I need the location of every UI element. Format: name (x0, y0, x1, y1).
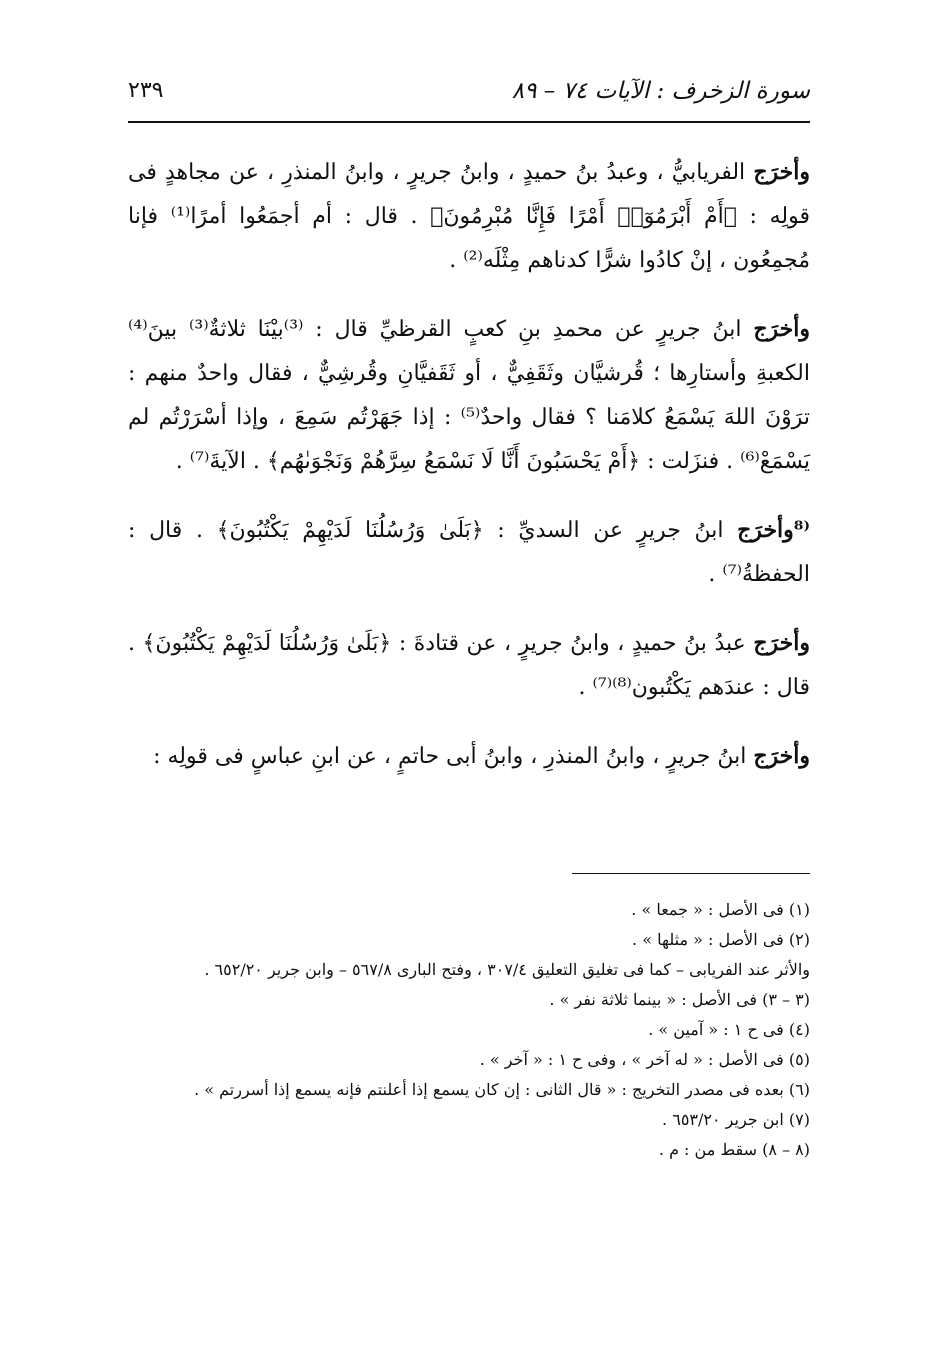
page-number: ٢٣٩ (128, 78, 164, 103)
paragraph-text: عبدُ بنُ حميدٍ ، وابنُ جريرٍ ، عن قتادةَ : ﴿بَلَىٰ وَرُسُلُنَا لَدَيْهِمْ يَكْتُبُونَ﴾ . قال : عندَهم يَكْتُبون⁽⁸⁾⁽⁷⁾ . (128, 631, 810, 700)
paragraph (128, 508, 810, 597)
paragraph-text: ابنُ جريرٍ ، وابنُ المنذرِ ، وابنُ أبى حاتمٍ ، عن ابنِ عباسٍ فى قولِه : (153, 744, 754, 769)
running-title: سورة الزخرف : الآيات ٧٤ – ٨٩ (511, 78, 810, 104)
footnote-separator (572, 873, 810, 874)
paragraph-text: الفريابيُّ ، وعبدُ بنُ حميدٍ ، وابنُ جريرٍ ، وابنُ المنذرِ ، عن مجاهدٍ فى قولِه : ﴿أَمْ أَبْرَمُوٓا۟ أَمْرًا فَإِنَّا مُبْرِمُونَ﴾ . قال : أم أجمَعُوا أمرًا⁽¹⁾ فإنا مُجمِعُون ، إنْ كادُوا شرًّا كدناهم مِثْلَه⁽²⁾ . (128, 160, 810, 273)
footnotes (140, 895, 810, 1165)
paragraph-lead: وأخرَج (753, 743, 810, 769)
main-text (128, 150, 810, 803)
paragraph (128, 734, 810, 779)
footnote: (١) فى الأصل : « جمعا » . (631, 900, 810, 919)
footnote: (٦) بعده فى مصدر التخريج : « قال الثانى : إن كان يسمع إذا أعلنتم فإنه يسمع إذا أسررتم » . (194, 1080, 810, 1099)
paragraph (128, 150, 810, 283)
paragraph-lead: ⁽⁸وأخرَج (737, 517, 810, 543)
footnote: (٥) فى الأصل : « له آخر » ، وفى ح ١ : « آخر » . (479, 1050, 810, 1069)
footnote: (٤) فى ح ١ : « آمين » . (648, 1020, 810, 1039)
footnote: (٨ – ٨) سقط من : م . (658, 1140, 810, 1159)
paragraph (128, 307, 810, 484)
footnote: (٣ – ٣) فى الأصل : « بينما ثلاثة نفر » . (549, 990, 810, 1009)
paragraph-lead: وأخرَج (753, 316, 810, 342)
footnote: والأثر عند الفريابى – كما فى تغليق التعليق ٣٠٧/٤ ، وفتح البارى ٥٦٧/٨ – وابن جرير ٦٥٢/٢٠ . (204, 960, 810, 979)
footnote: (٢) فى الأصل : « مثلها » . (632, 930, 810, 949)
paragraph-lead: وأخرَج (753, 159, 810, 185)
paragraph-text: ابنُ جريرٍ عن محمدِ بنِ كعبٍ القرظيِّ قال : ⁽³⁾بيْنَا ثلاثةٌ⁽³⁾ بينَ⁽⁴⁾ الكعبةِ وأستارِها ؛ قُرشيَّان وثَقَفِيٌّ ، أو ثَقَفيَّانِ وقُرشِيٌّ ، فقال واحدٌ منهم : ترَوْنَ اللهَ يَسْمَعُ كلامَنا ؟ فقال واحدٌ⁽⁵⁾ : إذا جَهَرْتُم سَمِعَ ، وإذا أسْرَرْتُم لم يَسْمَعْ⁽⁶⁾ . فنزَلت : ﴿أَمْ يَحْسَبُونَ أَنَّا لَا نَسْمَعُ سِرَّهُمْ وَنَجْوَىٰهُم﴾ . الآيةَ⁽⁷⁾ . (128, 317, 810, 474)
footnote: (٧) ابن جرير ٦٥٣/٢٠ . (662, 1110, 810, 1129)
paragraph (128, 621, 810, 710)
page-header (128, 78, 810, 118)
paragraph-lead: وأخرَج (753, 630, 810, 656)
paragraph-text: ابنُ جريرٍ عن السديِّ : ﴿بَلَىٰ وَرُسُلُنَا لَدَيْهِمْ يَكْتُبُونَ﴾ . قال : الحفظةُ⁽⁷⁾ . (128, 518, 810, 587)
header-rule (128, 121, 810, 123)
